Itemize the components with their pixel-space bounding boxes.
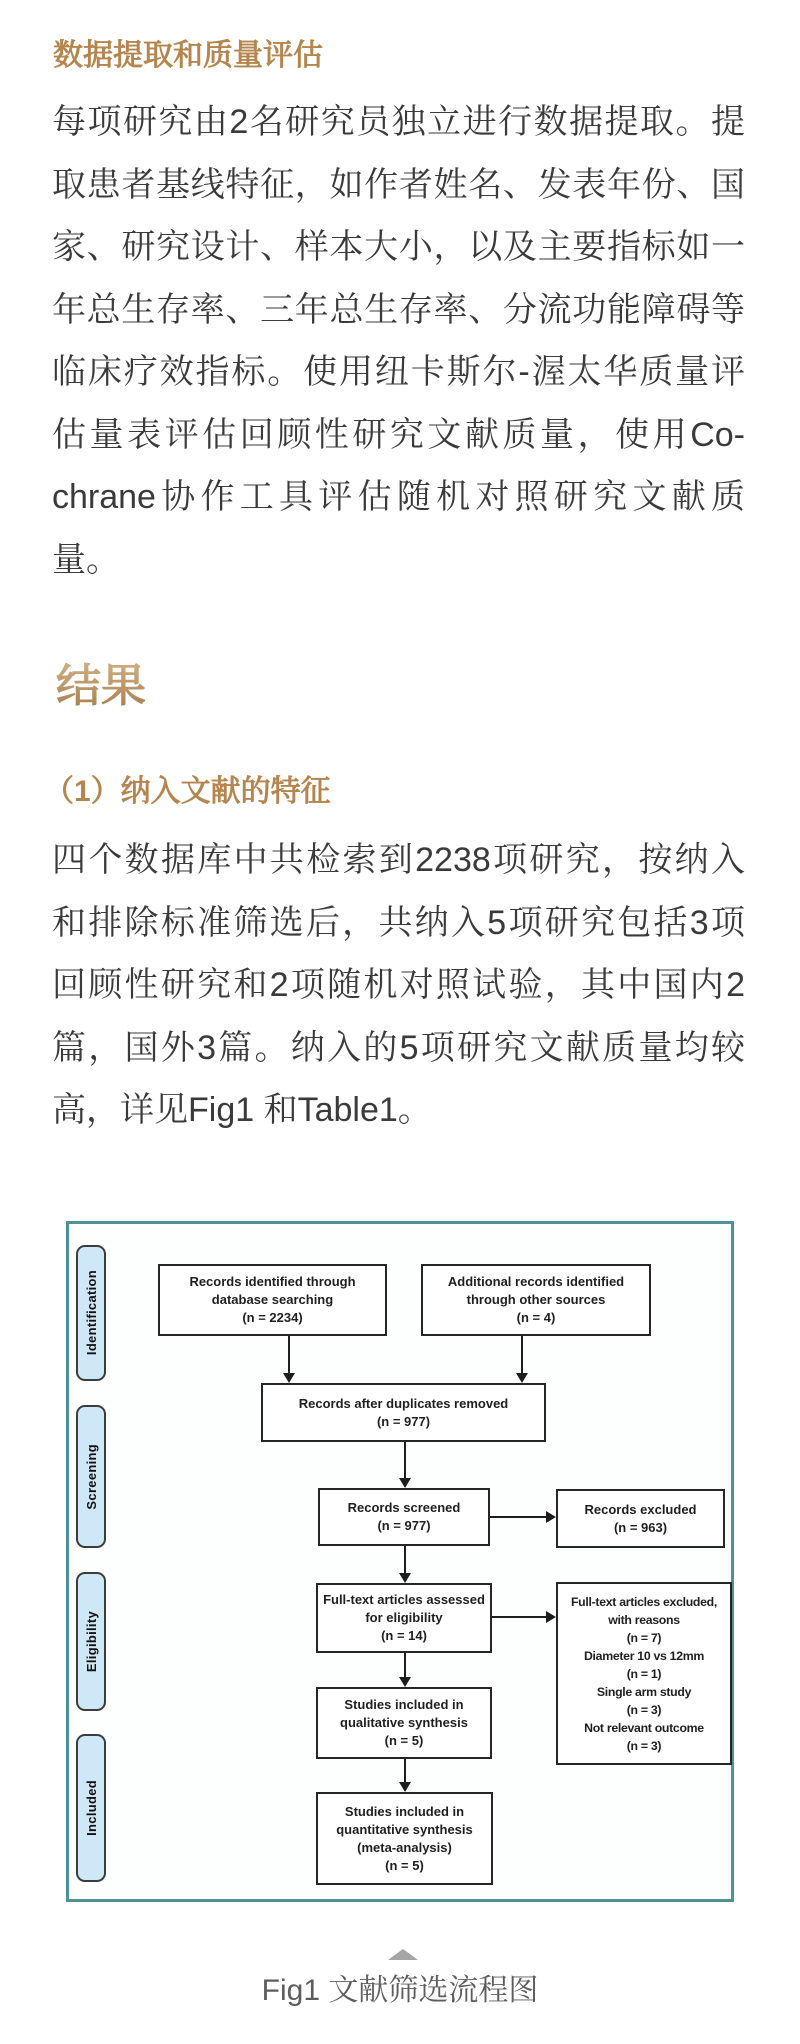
flow-box-text: Records after duplicates removed: [298, 1395, 509, 1411]
stage-label-eligibility: [76, 1572, 106, 1711]
flow-box-text: (n = 4): [516, 1310, 556, 1325]
arrow-down-icon: [521, 1336, 523, 1373]
paragraph-search-results: [52, 829, 745, 1142]
flow-box-text: for eligibility: [365, 1610, 443, 1625]
flow-box-text: quantitative synthesis: [336, 1821, 473, 1837]
flow-box-text: (n = 14): [381, 1628, 427, 1643]
flow-box-text: Records identified through: [189, 1274, 356, 1289]
prisma-flow-diagram: [66, 1221, 734, 1902]
flow-box-fulltext-excluded: [556, 1582, 732, 1765]
arrow-down-icon: [404, 1442, 406, 1478]
flow-box-records-screened: [318, 1488, 490, 1546]
flow-box-text: Full-text articles excluded,: [570, 1594, 718, 1609]
text-line: chrane协作工具评估随机对照研究文献质: [52, 478, 745, 516]
flow-box-text: qualitative synthesis: [340, 1715, 468, 1730]
flow-box-text: database searching: [211, 1292, 334, 1307]
flow-box-text: (n = 7): [626, 1630, 662, 1645]
flow-box-text: (n = 3): [626, 1738, 662, 1753]
flow-box-text: with reasons: [608, 1612, 680, 1627]
text-line: 篇，国外3篇。纳入的5项研究文献质量均较: [52, 1028, 745, 1067]
section-heading-data-extraction: 数据提取和质量评估: [53, 39, 323, 72]
flow-box-quantitative-synthesis: [316, 1792, 493, 1885]
flow-box-text: (n = 2234): [242, 1310, 303, 1325]
stage-label-identification: [76, 1245, 106, 1381]
flow-box-text: Not relevant outcome: [584, 1720, 704, 1735]
stage-label-text: Screening: [83, 1443, 99, 1510]
text-line: 每项研究由2名研究员独立进行数据提取。提: [52, 103, 745, 141]
section-heading-results: 结果: [56, 658, 146, 714]
up-triangle-icon: [388, 1949, 418, 1960]
arrow-down-icon: [288, 1336, 290, 1373]
flow-box-text: through other sources: [466, 1292, 606, 1307]
stage-label-included: [76, 1734, 106, 1882]
flow-box-text: (n = 1): [626, 1666, 662, 1681]
arrow-right-icon: [490, 1516, 546, 1518]
arrow-down-icon: [404, 1653, 406, 1677]
flow-box-text: Records screened: [347, 1500, 461, 1515]
flow-box-fulltext-assessed: [316, 1583, 492, 1653]
flow-box-text: (n = 977): [376, 1413, 431, 1429]
text-line: 家、研究设计、样本大小，以及主要指标如一: [52, 228, 745, 266]
text-line: 临床疗效指标。使用纽卡斯尔-渥太华质量评: [52, 353, 745, 391]
flow-box-text: Additional records identified: [447, 1274, 625, 1289]
flow-box-text: Studies included in: [344, 1697, 464, 1712]
flow-box-text: Studies included in: [344, 1803, 465, 1819]
flow-box-text: (n = 5): [385, 1857, 424, 1873]
flow-box-text: (n = 3): [626, 1702, 662, 1717]
flow-box-text: Diameter 10 vs 12mm: [583, 1648, 705, 1663]
flow-box-additional-records: [421, 1264, 651, 1336]
arrow-down-icon: [404, 1759, 406, 1782]
flow-box-text: Full-text articles assessed: [323, 1592, 485, 1607]
text-line: 回顾性研究和2项随机对照试验，其中国内2: [52, 966, 745, 1004]
stage-label-text: Included: [83, 1780, 99, 1836]
arrow-down-icon: [404, 1546, 406, 1573]
arrow-right-icon: [492, 1616, 546, 1618]
text-line: 估量表评估回顾性研究文献质量，使用Co-: [52, 415, 745, 454]
flow-box-records-identified: [158, 1264, 387, 1336]
text-line: 和排除标准筛选后，共纳入5项研究包括3项: [52, 903, 745, 942]
flow-box-text: (n = 963): [613, 1519, 668, 1535]
flow-box-text: (n = 5): [384, 1733, 424, 1748]
stage-label-screening: [76, 1405, 106, 1548]
flow-box-text: (meta-analysis): [357, 1839, 452, 1855]
flow-box-text: Records excluded: [584, 1501, 697, 1517]
flow-box-duplicates-removed: [261, 1383, 546, 1442]
text-line: 高，详见Fig1 和Table1。: [52, 1091, 432, 1129]
flow-box-qualitative-synthesis: [316, 1687, 492, 1759]
stage-label-text: Identification: [83, 1270, 99, 1356]
text-line: 量。: [52, 540, 120, 579]
text-line: 四个数据库中共检索到2238项研究，按纳入: [52, 841, 745, 879]
flow-box-text: (n = 977): [377, 1518, 431, 1533]
flow-box-records-excluded: [556, 1489, 725, 1548]
subsection-heading-included-studies: （1）纳入文献的特征: [44, 775, 331, 808]
text-line: 年总生存率、三年总生存率、分流功能障碍等: [52, 290, 745, 329]
text-line: 取患者基线特征，如作者姓名、发表年份、国: [52, 165, 745, 204]
paragraph-data-extraction: [52, 91, 745, 591]
figure-caption: Fig1 文献筛选流程图: [261, 1974, 539, 2007]
flow-box-text: Single arm study: [596, 1684, 692, 1699]
stage-label-text: Eligibility: [83, 1610, 99, 1673]
